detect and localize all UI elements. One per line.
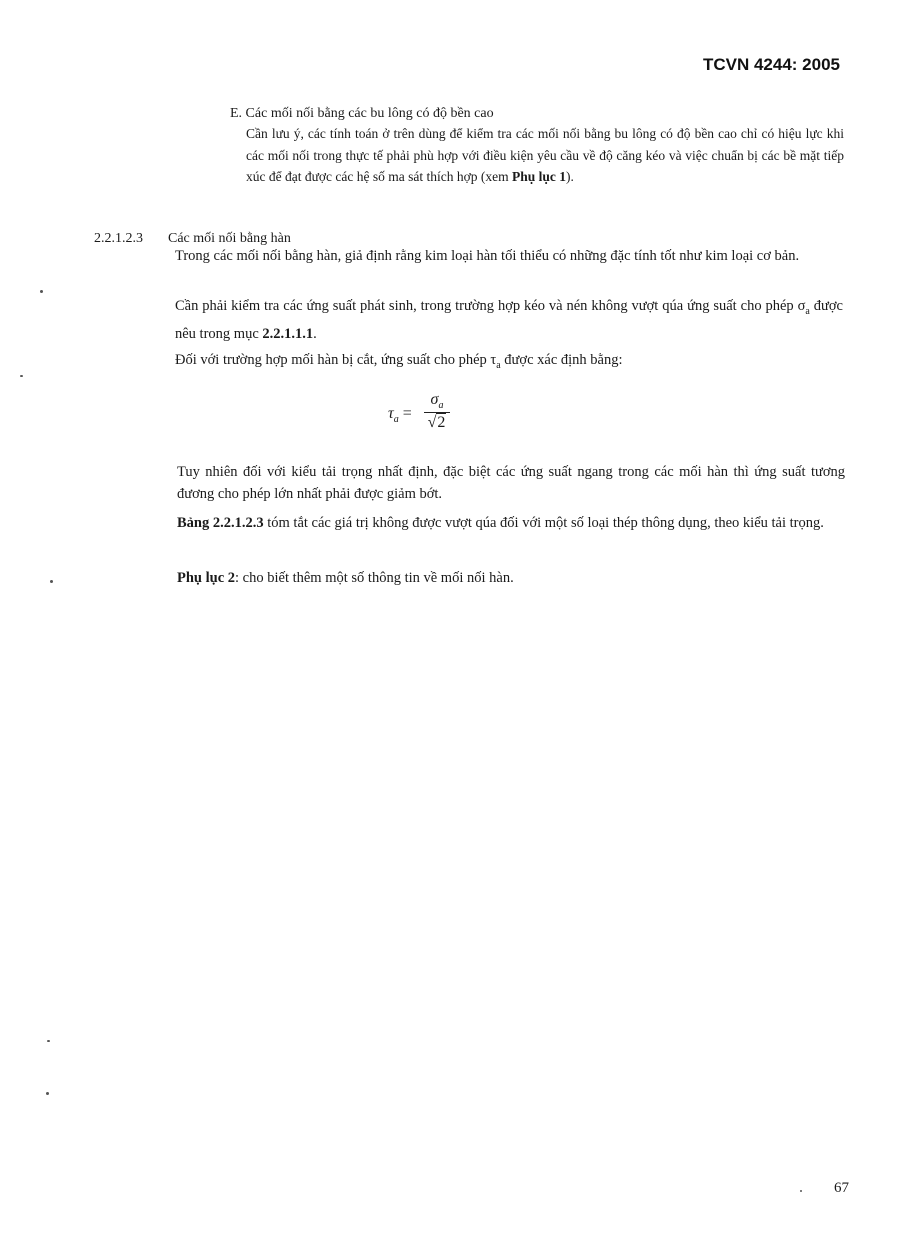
sqrt-argument: 2 [437,414,446,432]
sigma-subscript: a [805,305,810,317]
section-number: 2.2.1.2.3 [94,231,143,246]
formula-equals: = [398,405,412,422]
scan-speck [20,375,23,377]
sqrt-symbol: √ [427,414,437,432]
shear-text: Đối với trường hợp mối hàn bị cắt, ứng suất cho phép τ [175,352,497,368]
paragraph-weld-metal-text: Trong các mối nối bằng hàn, giả định rằng kim loại hàn tối thiểu có những đặc tính tốt như kim loại cơ bản. [175,248,800,264]
stress-check-end: . [313,325,317,342]
formula-tau: τ [388,405,394,422]
paragraph-transverse-stress [177,461,845,505]
formula-sigma-sub: a [438,400,444,412]
appendix-2-reference: Phụ lục 2 [177,570,236,586]
paragraph-stress-check [175,295,843,345]
appendix-2-text: : cho biết thêm một số thông tin về mối nối hàn. [235,570,514,586]
section-title: Các mối nối bằng hàn [168,231,291,246]
scan-speck [50,580,53,583]
formula-tau-sub: a [393,414,399,426]
paragraph-weld-metal [175,245,843,267]
paragraph-appendix-2 [177,567,845,589]
formula-sigma: σ [430,391,439,408]
section-e-text: Cần lưu ý, các tính toán ở trên dùng để kiểm tra các mối nối bằng bu lông có độ bền cao chỉ có hiệu lực khi các mối nối trong thực tế phải phù hợp với điều kiện yêu cầu về độ căng kéo và việc chuẩn bị các bề mặt tiếp xúc để đạt được các hệ số ma sát thích hợp (xem [246,126,844,184]
page-number: 67 [834,1180,849,1196]
scan-speck [46,1092,49,1095]
section-e-title: E. Các mối nối bằng các bu lông có độ bền cao [230,106,494,121]
section-e-paragraph [246,123,844,188]
standard-code: TCVN 4244: 2005 [702,55,840,74]
shear-text-2: được xác định bằng: [500,352,623,368]
scan-speck [800,1190,802,1192]
scan-speck [40,290,43,293]
formula-fraction [424,391,450,432]
table-reference: Bảng 2.2.1.2.3 [177,515,264,531]
stress-check-text: Cần phải kiểm tra các ứng suất phát sinh, trong trường hợp kéo và nén không vượt qúa ứng suất cho phép σ [175,298,806,314]
formula-numerator [424,391,450,413]
section-reference: 2.2.1.1.1 [262,325,314,342]
stress-check-text-2: được nêu trong mục [175,298,843,342]
scan-speck [47,1040,50,1042]
paragraph-table-summary [177,512,845,534]
formula-denominator [424,413,450,432]
section-e-text-end: ). [566,169,574,184]
table-summary-text: tóm tắt các giá trị không được vượt qúa đối với một số loại thép thông dụng, theo kiểu tải trọng. [263,515,824,531]
transverse-stress-text: Tuy nhiên đối với kiểu tải trọng nhất định, đặc biệt các ứng suất ngang trong các mối hàn thì ứng suất tương đương cho phép lớn nhất phải được giảm bớt. [177,464,845,502]
formula-lhs [388,405,428,425]
paragraph-shear [175,349,843,377]
appendix-1-reference: Phụ lục 1 [512,169,567,184]
tau-subscript: a [496,359,501,371]
